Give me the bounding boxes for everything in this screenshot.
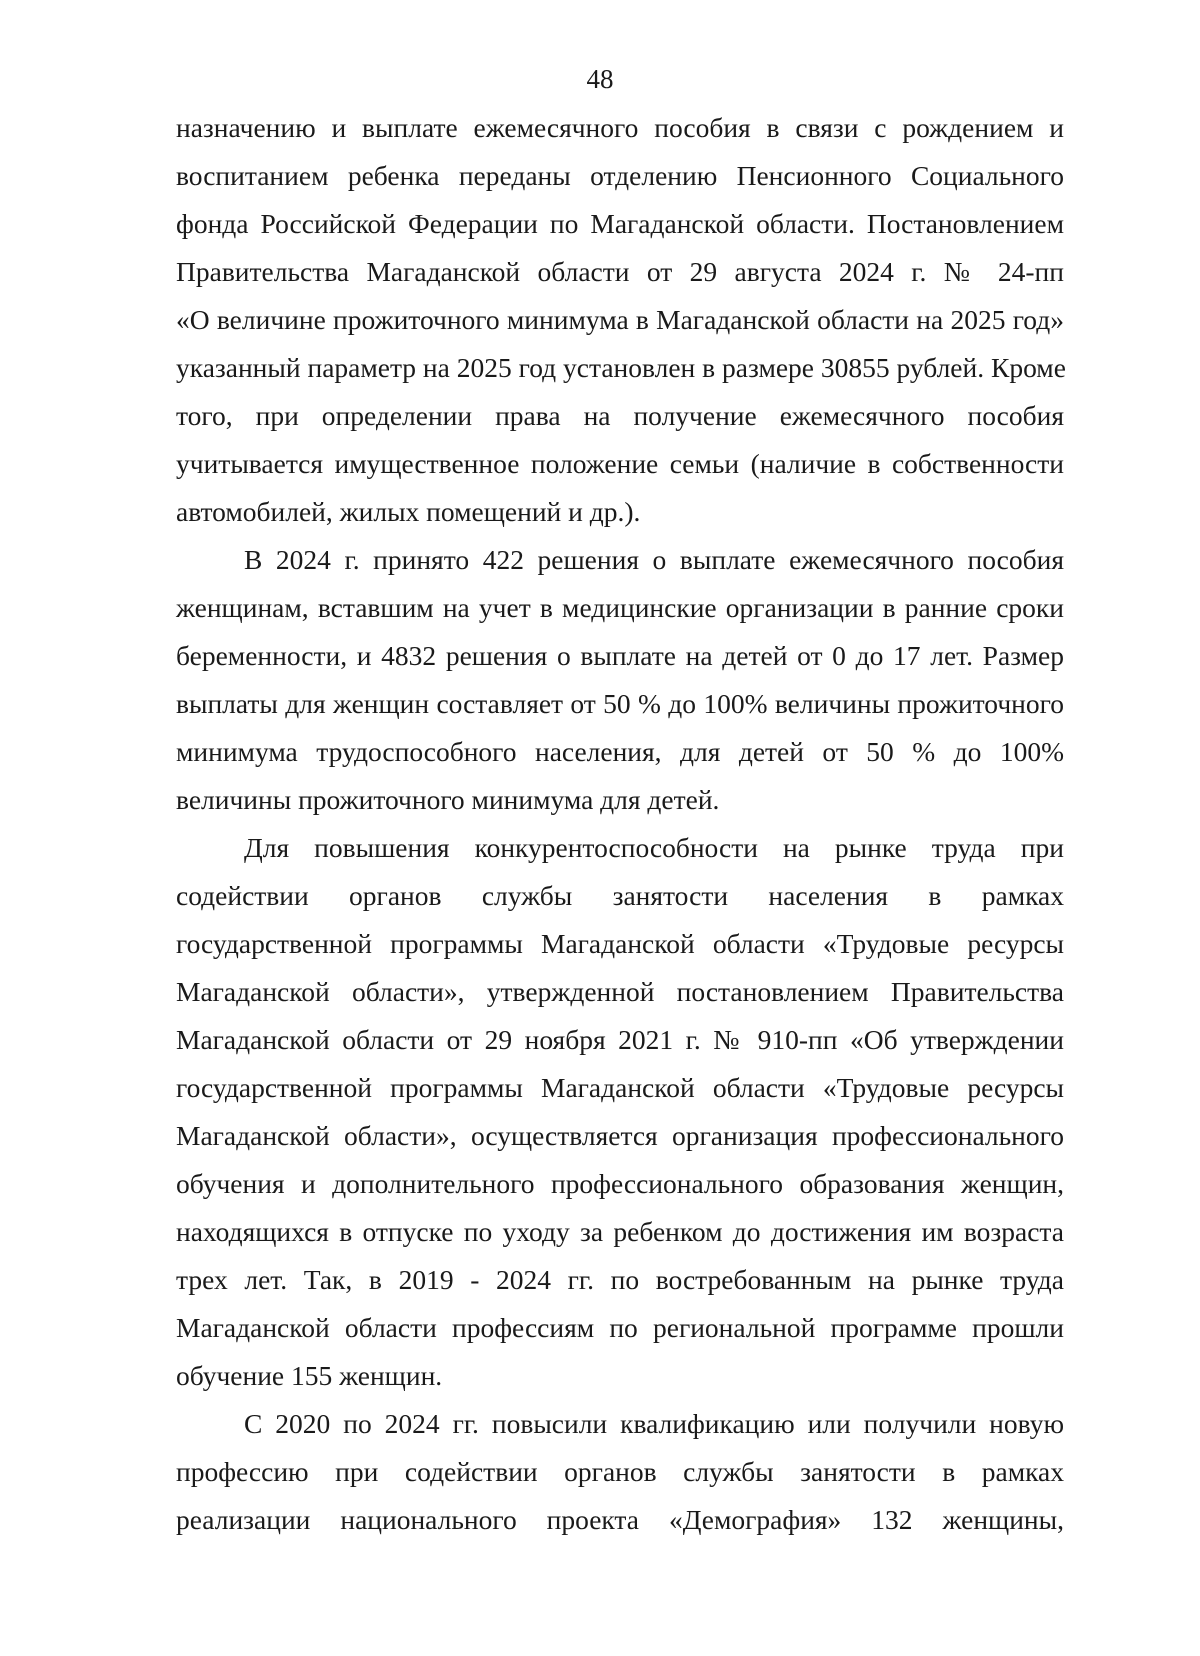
text-line: женщинам, вставшим на учет в медицинские организации в ранние сроки [176, 592, 1064, 623]
text-line: беременности, и 4832 решения о выплате на детей от 0 до 17 лет. Размер [176, 640, 1064, 671]
text-line: Магаданской области», осуществляется организация профессионального [176, 1120, 1064, 1151]
text-line: «О величине прожиточного минимума в Магаданской области на 2025 год» [176, 304, 1064, 335]
text-line: находящихся в отпуске по уходу за ребенком до достижения им возраста [176, 1216, 1064, 1247]
text-line: воспитанием ребенка переданы отделению Пенсионного Социального [176, 160, 1064, 191]
text-line: реализации национального проекта «Демография» 132 женщины, [176, 1504, 1064, 1535]
text-line: автомобилей, жилых помещений и др.). [176, 496, 641, 527]
text-line: того, при определении права на получение ежемесячного пособия [176, 400, 1064, 431]
text-line: профессию при содействии органов службы занятости в рамках [176, 1456, 1064, 1487]
body-text [176, 104, 1064, 1544]
text-line: назначению и выплате ежемесячного пособия в связи с рождением и [176, 112, 1064, 143]
text-line: фонда Российской Федерации по Магаданской области. Постановлением [176, 208, 1064, 239]
text-line: С 2020 по 2024 гг. повысили квалификацию или получили новую [244, 1408, 1064, 1439]
page-number: 48 [586, 64, 614, 94]
text-line: минимума трудоспособного населения, для детей от 50 % до 100% [176, 736, 1064, 767]
text-line: обучения и дополнительного профессионального образования женщин, [176, 1168, 1064, 1199]
text-line: государственной программы Магаданской области «Трудовые ресурсы [176, 928, 1064, 959]
text-line: указанный параметр на 2025 год установлен в размере 30855 рублей. Кроме [176, 352, 1066, 383]
text-line: В 2024 г. принято 422 решения о выплате ежемесячного пособия [244, 544, 1064, 575]
text-line: Правительства Магаданской области от 29 августа 2024 г. № 24-пп [176, 256, 1064, 287]
text-line: трех лет. Так, в 2019 - 2024 гг. по востребованным на рынке труда [176, 1264, 1064, 1295]
text-line: Магаданской области», утвержденной постановлением Правительства [176, 976, 1064, 1007]
text-line: Магаданской области профессиям по региональной программе прошли [176, 1312, 1064, 1343]
text-line: обучение 155 женщин. [176, 1360, 443, 1391]
text-line: государственной программы Магаданской области «Трудовые ресурсы [176, 1072, 1064, 1103]
text-line: выплаты для женщин составляет от 50 % до 100% величины прожиточного [176, 688, 1064, 719]
text-line: содействии органов службы занятости населения в рамках [176, 880, 1064, 911]
text-line: Для повышения конкурентоспособности на рынке труда при [244, 832, 1064, 863]
text-line: учитывается имущественное положение семьи (наличие в собственности [176, 448, 1064, 479]
text-line: Магаданской области от 29 ноября 2021 г. № 910-пп «Об утверждении [176, 1024, 1064, 1055]
text-line: величины прожиточного минимума для детей. [176, 784, 720, 815]
